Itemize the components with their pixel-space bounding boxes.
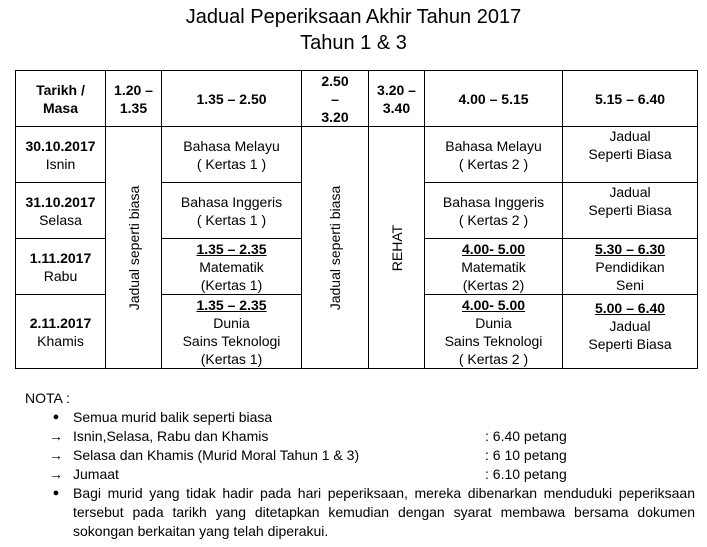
subject: Sains Teknologi xyxy=(444,332,543,349)
session-time: 1.35 – 2.35 xyxy=(196,240,267,257)
header-time-3: 2.50 – 3.20 xyxy=(302,71,369,127)
vertical-label: Jadual seperti biasa xyxy=(327,185,343,310)
session-time: 4.00- 5.00 xyxy=(461,296,526,313)
session-2-cell xyxy=(425,183,563,239)
paper: (Kertas 1) xyxy=(200,276,263,293)
subject: Sains Teknologi xyxy=(182,332,281,349)
note-text: Semua murid balik seperti biasa xyxy=(73,409,273,425)
rehat-cell xyxy=(369,127,425,369)
note-item xyxy=(25,446,695,465)
note-text: Bagi murid yang tidak hadir pada hari peperiksaan, mereka dibenarkan menduduki peperiksaan tersebut pada tarikh yang ditetapkan kemudian dengan syarat membawa bersama dokumen sokongan berkaitan yang telah diperakui. xyxy=(73,485,695,539)
bullet-icon: ● xyxy=(52,487,60,499)
session-1-cell xyxy=(162,127,302,183)
subject: Matematik xyxy=(461,258,526,275)
arrow-icon: → xyxy=(49,428,63,444)
session-2-cell xyxy=(425,127,563,183)
table-row xyxy=(16,127,698,183)
vertical-cell-col1 xyxy=(106,127,162,369)
note-item xyxy=(52,484,695,541)
session-2-cell xyxy=(425,295,563,369)
day-value: Rabu xyxy=(43,267,78,284)
subject: Matematik xyxy=(199,258,264,275)
vertical-label: Jadual seperti biasa xyxy=(125,185,142,310)
subject: Bahasa Inggeris xyxy=(180,193,283,210)
date-value: 30.10.2017 xyxy=(25,137,96,154)
page-subtitle: Tahun 1 & 3 xyxy=(300,32,407,54)
date-value: 2.11.2017 xyxy=(29,314,92,331)
header-row xyxy=(16,71,698,127)
header-time-1: 1.20 – 1.35 xyxy=(106,71,162,127)
date-cell xyxy=(16,239,106,295)
note-value: : 6.40 petang xyxy=(485,428,567,444)
date-cell xyxy=(16,127,106,183)
session-2-cell xyxy=(425,239,563,295)
session-3-cell xyxy=(563,295,698,369)
note: Seperti Biasa xyxy=(588,336,672,352)
paper: ( Kertas 2 ) xyxy=(458,155,529,172)
subject: Bahasa Melayu xyxy=(445,137,542,154)
paper: ( Kertas 2 ) xyxy=(458,211,529,228)
session-time: 5.00 – 6.40 xyxy=(594,300,666,316)
paper: (Kertas 1) xyxy=(200,350,263,367)
header-time-4: 3.20 – 3.40 xyxy=(369,71,425,127)
arrow-icon: → xyxy=(49,447,63,463)
note-value: : 6 10 petang xyxy=(485,447,567,463)
session-3-cell xyxy=(563,127,698,183)
session-3-cell xyxy=(563,183,698,239)
date-value: 31.10.2017 xyxy=(25,193,96,210)
session-time: 4.00- 5.00 xyxy=(461,240,526,257)
day-value: Isnin xyxy=(45,155,76,172)
date-cell xyxy=(16,295,106,369)
header-time-5: 4.00 – 5.15 xyxy=(425,71,563,127)
note: Seperti Biasa xyxy=(588,146,672,162)
note: Jadual xyxy=(609,128,651,144)
header-time-2: 1.35 – 2.50 xyxy=(162,71,302,127)
session-1-cell xyxy=(162,183,302,239)
date-cell xyxy=(16,183,106,239)
note: Seperti Biasa xyxy=(588,202,672,218)
note-item xyxy=(25,465,695,484)
subject: Pendidikan xyxy=(595,258,665,275)
header-date: Tarikh / Masa xyxy=(16,71,106,127)
paper: (Kertas 2) xyxy=(462,276,525,293)
subject: Dunia xyxy=(475,314,512,331)
page-title: Jadual Peperiksaan Akhir Tahun 2017 xyxy=(185,6,522,28)
notes-section xyxy=(25,389,695,541)
paper: ( Kertas 1 ) xyxy=(196,211,267,228)
note-text: Isnin,Selasa, Rabu dan Khamis xyxy=(73,428,269,444)
date-value: 1.11.2017 xyxy=(29,249,92,266)
notes-heading: NOTA : xyxy=(25,390,70,406)
subject: Seni xyxy=(615,276,645,293)
subject: Bahasa Inggeris xyxy=(442,193,545,210)
note: Jadual xyxy=(609,184,651,200)
note-value: : 6.10 petang xyxy=(485,466,567,482)
subject: Dunia xyxy=(213,314,250,331)
paper: ( Kertas 2 ) xyxy=(458,350,529,367)
header-time-6: 5.15 – 6.40 xyxy=(563,71,698,127)
note-item xyxy=(25,408,695,427)
session-time: 5.30 – 6.30 xyxy=(594,240,666,257)
exam-schedule-table xyxy=(15,70,698,369)
day-value: Khamis xyxy=(37,332,84,349)
bullet-icon: ● xyxy=(52,411,60,423)
note-text: Jumaat xyxy=(73,466,119,482)
session-3-cell xyxy=(563,239,698,295)
rehat-label: REHAT xyxy=(388,224,405,271)
vertical-cell-col3 xyxy=(302,127,369,369)
session-1-cell xyxy=(162,239,302,295)
note-text: Selasa dan Khamis (Murid Moral Tahun 1 & 3) xyxy=(73,447,360,463)
paper: ( Kertas 1 ) xyxy=(196,155,267,172)
day-value: Selasa xyxy=(39,211,82,228)
arrow-icon: → xyxy=(49,466,63,482)
notes-heading-row xyxy=(25,389,695,408)
note: Jadual xyxy=(609,318,651,334)
session-time: 1.35 – 2.35 xyxy=(196,296,267,313)
subject: Bahasa Melayu xyxy=(183,137,280,154)
session-1-cell xyxy=(162,295,302,369)
note-item xyxy=(25,427,695,446)
